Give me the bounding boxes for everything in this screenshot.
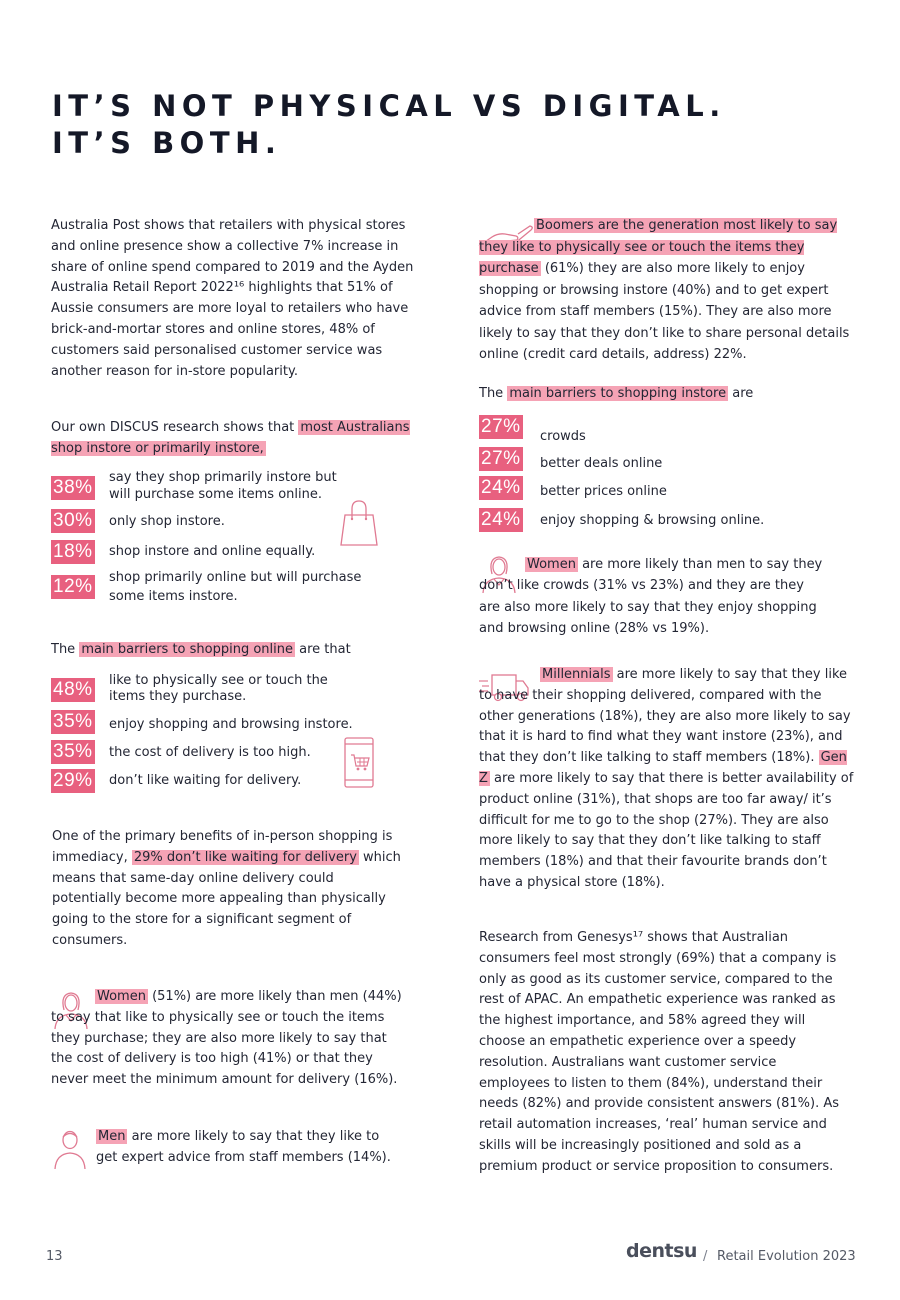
discus-pre: Our own DISCUS research shows that bbox=[51, 420, 299, 435]
stat-text: better prices online bbox=[540, 484, 667, 499]
stat-percent-badge: 35% bbox=[53, 711, 93, 732]
discus-paragraph bbox=[51, 418, 417, 460]
immediacy-pre: One of the primary benefits of in-person shopping is immediacy, bbox=[52, 829, 393, 865]
stat-percent-badge: 48% bbox=[53, 679, 93, 700]
immediacy-paragraph bbox=[52, 827, 402, 952]
discus-highlight: most Australians shop instore or primarily instore, bbox=[51, 420, 410, 456]
page-number: 13 bbox=[46, 1249, 63, 1264]
immediacy-highlight: 29% don’t like waiting for delivery bbox=[133, 849, 357, 865]
men-text: are more likely to say that they like to get expert advice from staff members (14%). bbox=[96, 1129, 391, 1165]
online-stat-row bbox=[51, 710, 371, 736]
millennials-highlight: Millennials bbox=[542, 667, 611, 682]
footer-separator: / bbox=[703, 1249, 708, 1264]
online-barriers-pre: The bbox=[51, 642, 80, 657]
stat-text: enjoy shopping & browsing online. bbox=[540, 513, 765, 528]
page-title-line2: IT’S BOTH. bbox=[52, 126, 282, 160]
instore-barrier-row bbox=[479, 415, 799, 443]
instore-barriers-pre: The bbox=[479, 386, 508, 401]
stat-text: better deals online bbox=[540, 456, 663, 471]
women-left-text: (51%) are more likely than men (44%) to say that like to physically see or touch the items they purchase; they are also more likely to say that the cost of delivery is too high (41%) or that they never meet the minimum amount for delivery (16%). bbox=[51, 989, 402, 1088]
instore-barrier-row bbox=[479, 508, 799, 536]
page-title bbox=[52, 88, 726, 162]
genz-text: are more likely to say that there is better availability of product online (31%), that shops are too far away/ it’s difficult for me to go to the shop (27%). They are also more likely to say that they don’t like talking to staff members (18%) and that their favourite brands don’t have a physical store (18%). bbox=[479, 770, 854, 890]
dentsu-logo: dentsu bbox=[626, 1240, 697, 1262]
instore-barriers-heading bbox=[479, 384, 859, 405]
man-icon bbox=[52, 1128, 88, 1170]
stat-percent-badge: 12% bbox=[53, 576, 93, 597]
stat-percent-badge: 18% bbox=[53, 541, 93, 562]
instore-stat-row bbox=[51, 470, 351, 503]
stat-text: the cost of delivery is too high. bbox=[109, 745, 311, 760]
stat-text: shop instore and online equally. bbox=[109, 544, 316, 559]
instore-barrier-row bbox=[479, 447, 799, 475]
stat-percent-badge: 27% bbox=[481, 416, 521, 437]
online-stat-row bbox=[51, 673, 371, 706]
stat-percent-badge: 29% bbox=[53, 770, 93, 791]
stat-percent-badge: 24% bbox=[481, 477, 521, 498]
online-stat-row bbox=[51, 740, 351, 766]
stat-text: enjoy shopping and browsing instore. bbox=[109, 717, 353, 732]
stat-text: shop primarily online but will purchase some items instore. bbox=[109, 570, 362, 604]
stat-text: don’t like waiting for delivery. bbox=[109, 773, 302, 788]
instore-stat-row bbox=[51, 570, 371, 604]
millennials-paragraph bbox=[479, 665, 859, 894]
immediacy-post: which means that same-day online delivery could potentially become more appealing than physically going to the store for a significant segment of consumers. bbox=[52, 849, 401, 948]
instore-barrier-row bbox=[479, 476, 799, 504]
intro-paragraph: Australia Post shows that retailers with physical stores and online presence show a collective 7% increase in share of online spend compared to 2019 and the Ayden Australia Retail Report 2022¹⁶ highlights that 51% of Aussie consumers are more loyal to retailers who have brick-and-mortar stores and online stores, 48% of customers said personalised customer service was another reason for in-store popularity. bbox=[51, 218, 414, 379]
stat-percent-badge: 24% bbox=[481, 509, 521, 530]
boomers-paragraph bbox=[479, 215, 859, 366]
stat-text: only shop instore. bbox=[109, 514, 225, 529]
instore-barriers-highlight: main barriers to shopping instore bbox=[509, 386, 727, 401]
boomers-text: (61%) they are also more likely to enjoy shopping or browsing instore (40%) and to get expert advice from staff members (15%). They are also more likely to say that they don’t like to share personal details online (credit card details, address) 22%. bbox=[479, 261, 850, 362]
women-left-highlight: Women bbox=[97, 989, 146, 1004]
stat-percent-badge: 30% bbox=[53, 510, 93, 531]
online-barriers-post: are that bbox=[295, 642, 351, 657]
stat-text: crowds bbox=[540, 429, 586, 444]
men-highlight: Men bbox=[98, 1129, 126, 1144]
stat-percent-badge: 35% bbox=[53, 741, 93, 762]
instore-stat-row bbox=[51, 509, 351, 535]
millennials-text: are more likely to say that they like to have their shopping delivered, compared with the other generations (18%), they are also more likely to say that it is hard to find what they want instore (23%), and that they don’t like talking to staff members (18%). bbox=[479, 667, 851, 766]
stat-percent-badge: 27% bbox=[481, 448, 521, 469]
stat-text: like to physically see or touch the items they purchase. bbox=[109, 673, 328, 704]
shopping-bag-icon bbox=[339, 499, 379, 549]
online-stat-row bbox=[51, 769, 351, 795]
women-right-highlight: Women bbox=[527, 557, 576, 572]
instore-stat-row bbox=[51, 540, 351, 566]
stat-text: say they shop primarily instore but will purchase some items online. bbox=[109, 470, 337, 502]
mobile-cart-icon bbox=[343, 737, 375, 789]
men-paragraph bbox=[96, 1127, 396, 1169]
genz-highlight: Gen Z bbox=[479, 750, 847, 786]
stat-percent-badge: 38% bbox=[53, 477, 93, 498]
publication-title: Retail Evolution 2023 bbox=[717, 1249, 856, 1264]
women-left-paragraph bbox=[51, 987, 411, 1091]
instore-barriers-post: are bbox=[728, 386, 754, 401]
women-right-paragraph bbox=[479, 554, 829, 639]
genesys-paragraph: Research from Genesys¹⁷ shows that Australian consumers feel most strongly (69%) that a company is only as good as its customer service, compared to the rest of APAC. An empathetic experience was ranked as the highest importance, and 58% agreed they will choose an empathetic experience over a speedy resolution. Australians want customer service employees to listen to them (84%), understand their needs (82%) and provide consistent answers (81%). As retail automation increases, ‘real’ human service and skills will be increasingly positioned and sold as a premium product or service proposition to consumers. bbox=[479, 930, 839, 1174]
boomers-highlight: Boomers are the generation most likely to say they like to physically see or touch the items they purchase bbox=[479, 218, 838, 276]
online-barriers-heading bbox=[51, 640, 417, 661]
women-right-text: are more likely than men to say they don’t like crowds (31% vs 23%) and they are they are also more likely to say that they enjoy shopping and browsing online (28% vs 19%). bbox=[479, 557, 823, 636]
page-title-line1: IT’S NOT PHYSICAL VS DIGITAL. bbox=[52, 89, 726, 123]
online-barriers-highlight: main barriers to shopping online bbox=[81, 642, 294, 657]
